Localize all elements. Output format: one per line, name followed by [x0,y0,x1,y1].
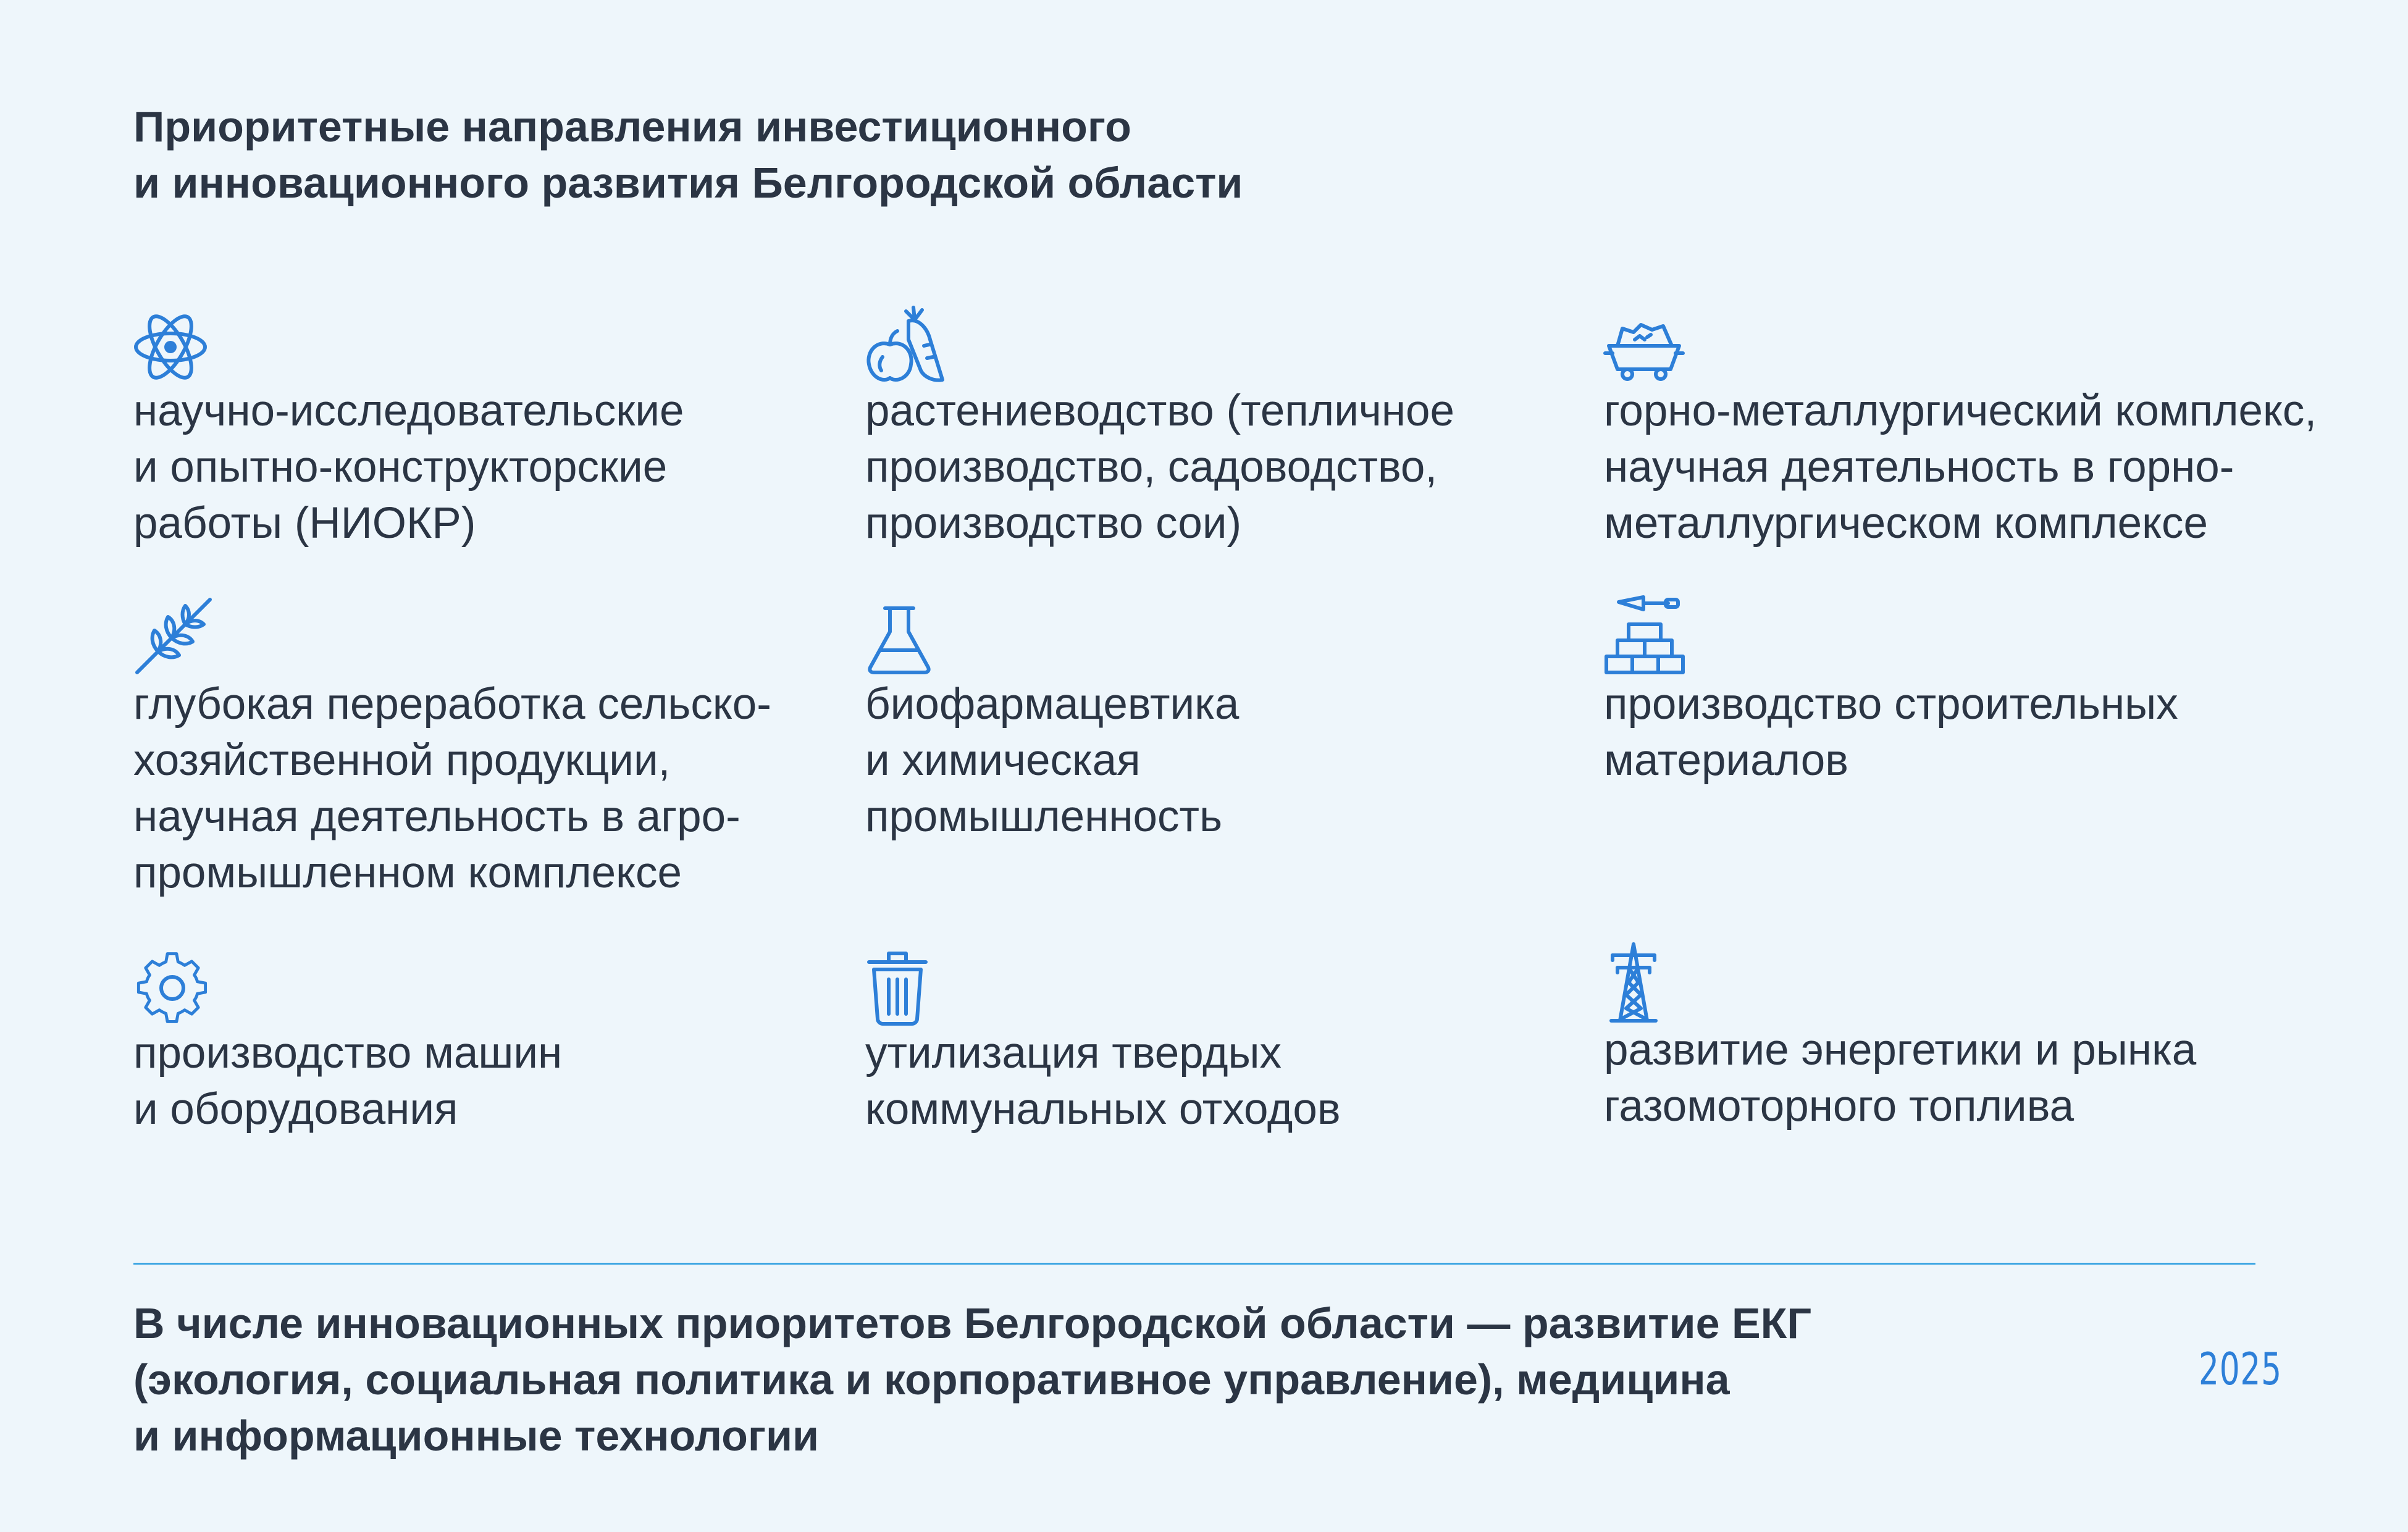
text-line: производство машин [133,1029,563,1078]
section-divider [133,1263,2255,1265]
text-line: хозяйственной продукции, [133,736,671,785]
text-line: работы (НИОКР) [133,499,476,548]
text-line: промышленность [865,792,1223,841]
page-title [133,99,1616,211]
flask-icon [865,596,946,676]
priority-item-mining [1604,303,2333,551]
footer-line: В числе инновационных приоритетов Белгородской области — развитие ЕКГ [133,1299,1812,1347]
footer-line: и информационные технологии [133,1412,820,1460]
priority-item-waste [865,945,1594,1137]
text-line: материалов [1604,736,1849,785]
text-line: производство строительных [1604,680,2178,729]
fruit-vegetable-icon [865,303,946,383]
text-line: биофармацевтика [865,680,1240,729]
text-line: промышленном комплексе [133,848,682,897]
text-line: газомоторного топлива [1604,1082,2074,1131]
footer-note [133,1296,1986,1464]
page-title-line-1: Приоритетные направления инвестиционного [133,103,1131,151]
priority-item-text [133,676,862,901]
trash-bin-icon [865,945,946,1025]
bricks-trowel-icon [1604,596,1684,676]
text-line: производство, садоводство, [865,443,1438,492]
text-line: производство сои) [865,499,1242,548]
priority-item-text [865,1025,1594,1137]
text-line: и опытно-конструкторские [133,443,668,492]
priority-item-agro [133,596,862,901]
power-tower-icon [1604,942,1684,1022]
wheat-icon [133,596,214,676]
atom-icon [133,303,214,383]
text-line: металлургическом комплексе [1604,499,2208,548]
priority-item-biopharma [865,596,1594,845]
text-line: научная деятельность в горно- [1604,443,2234,492]
text-line: горно-металлургический комплекс, [1604,387,2317,435]
priority-item-energy [1604,942,2333,1134]
text-line: и химическая [865,736,1141,785]
footer-line: (экология, социальная политика и корпоративное управление), медицина [133,1355,1730,1404]
page-title-line-2: и инновационного развития Белгородской области [133,159,1243,207]
text-line: коммунальных отходов [865,1085,1341,1134]
priority-item-text [865,676,1594,845]
priority-item-text [133,383,862,551]
text-line: утилизация твердых [865,1029,1282,1078]
mining-cart-icon [1604,303,1684,383]
text-line: научная деятельность в агро- [133,792,740,841]
text-line: и оборудования [133,1085,458,1134]
priority-item-text [1604,676,2333,789]
priority-item-text [865,383,1594,551]
priority-item-text [1604,1022,2333,1134]
text-line: растениеводство (тепличное [865,387,1455,435]
text-line: развитие энергетики и рынка [1604,1026,2197,1074]
priority-item-rnd [133,303,862,551]
priority-item-crops [865,303,1594,551]
priority-item-machinery [133,945,862,1137]
priority-item-text [133,1025,862,1137]
priority-item-construction [1604,596,2333,789]
text-line: научно-исследовательские [133,387,684,435]
priority-item-text [1604,383,2333,551]
gear-icon [133,945,214,1025]
year-label: 2025 [2199,1343,2282,1395]
text-line: глубокая переработка сельско- [133,680,771,729]
